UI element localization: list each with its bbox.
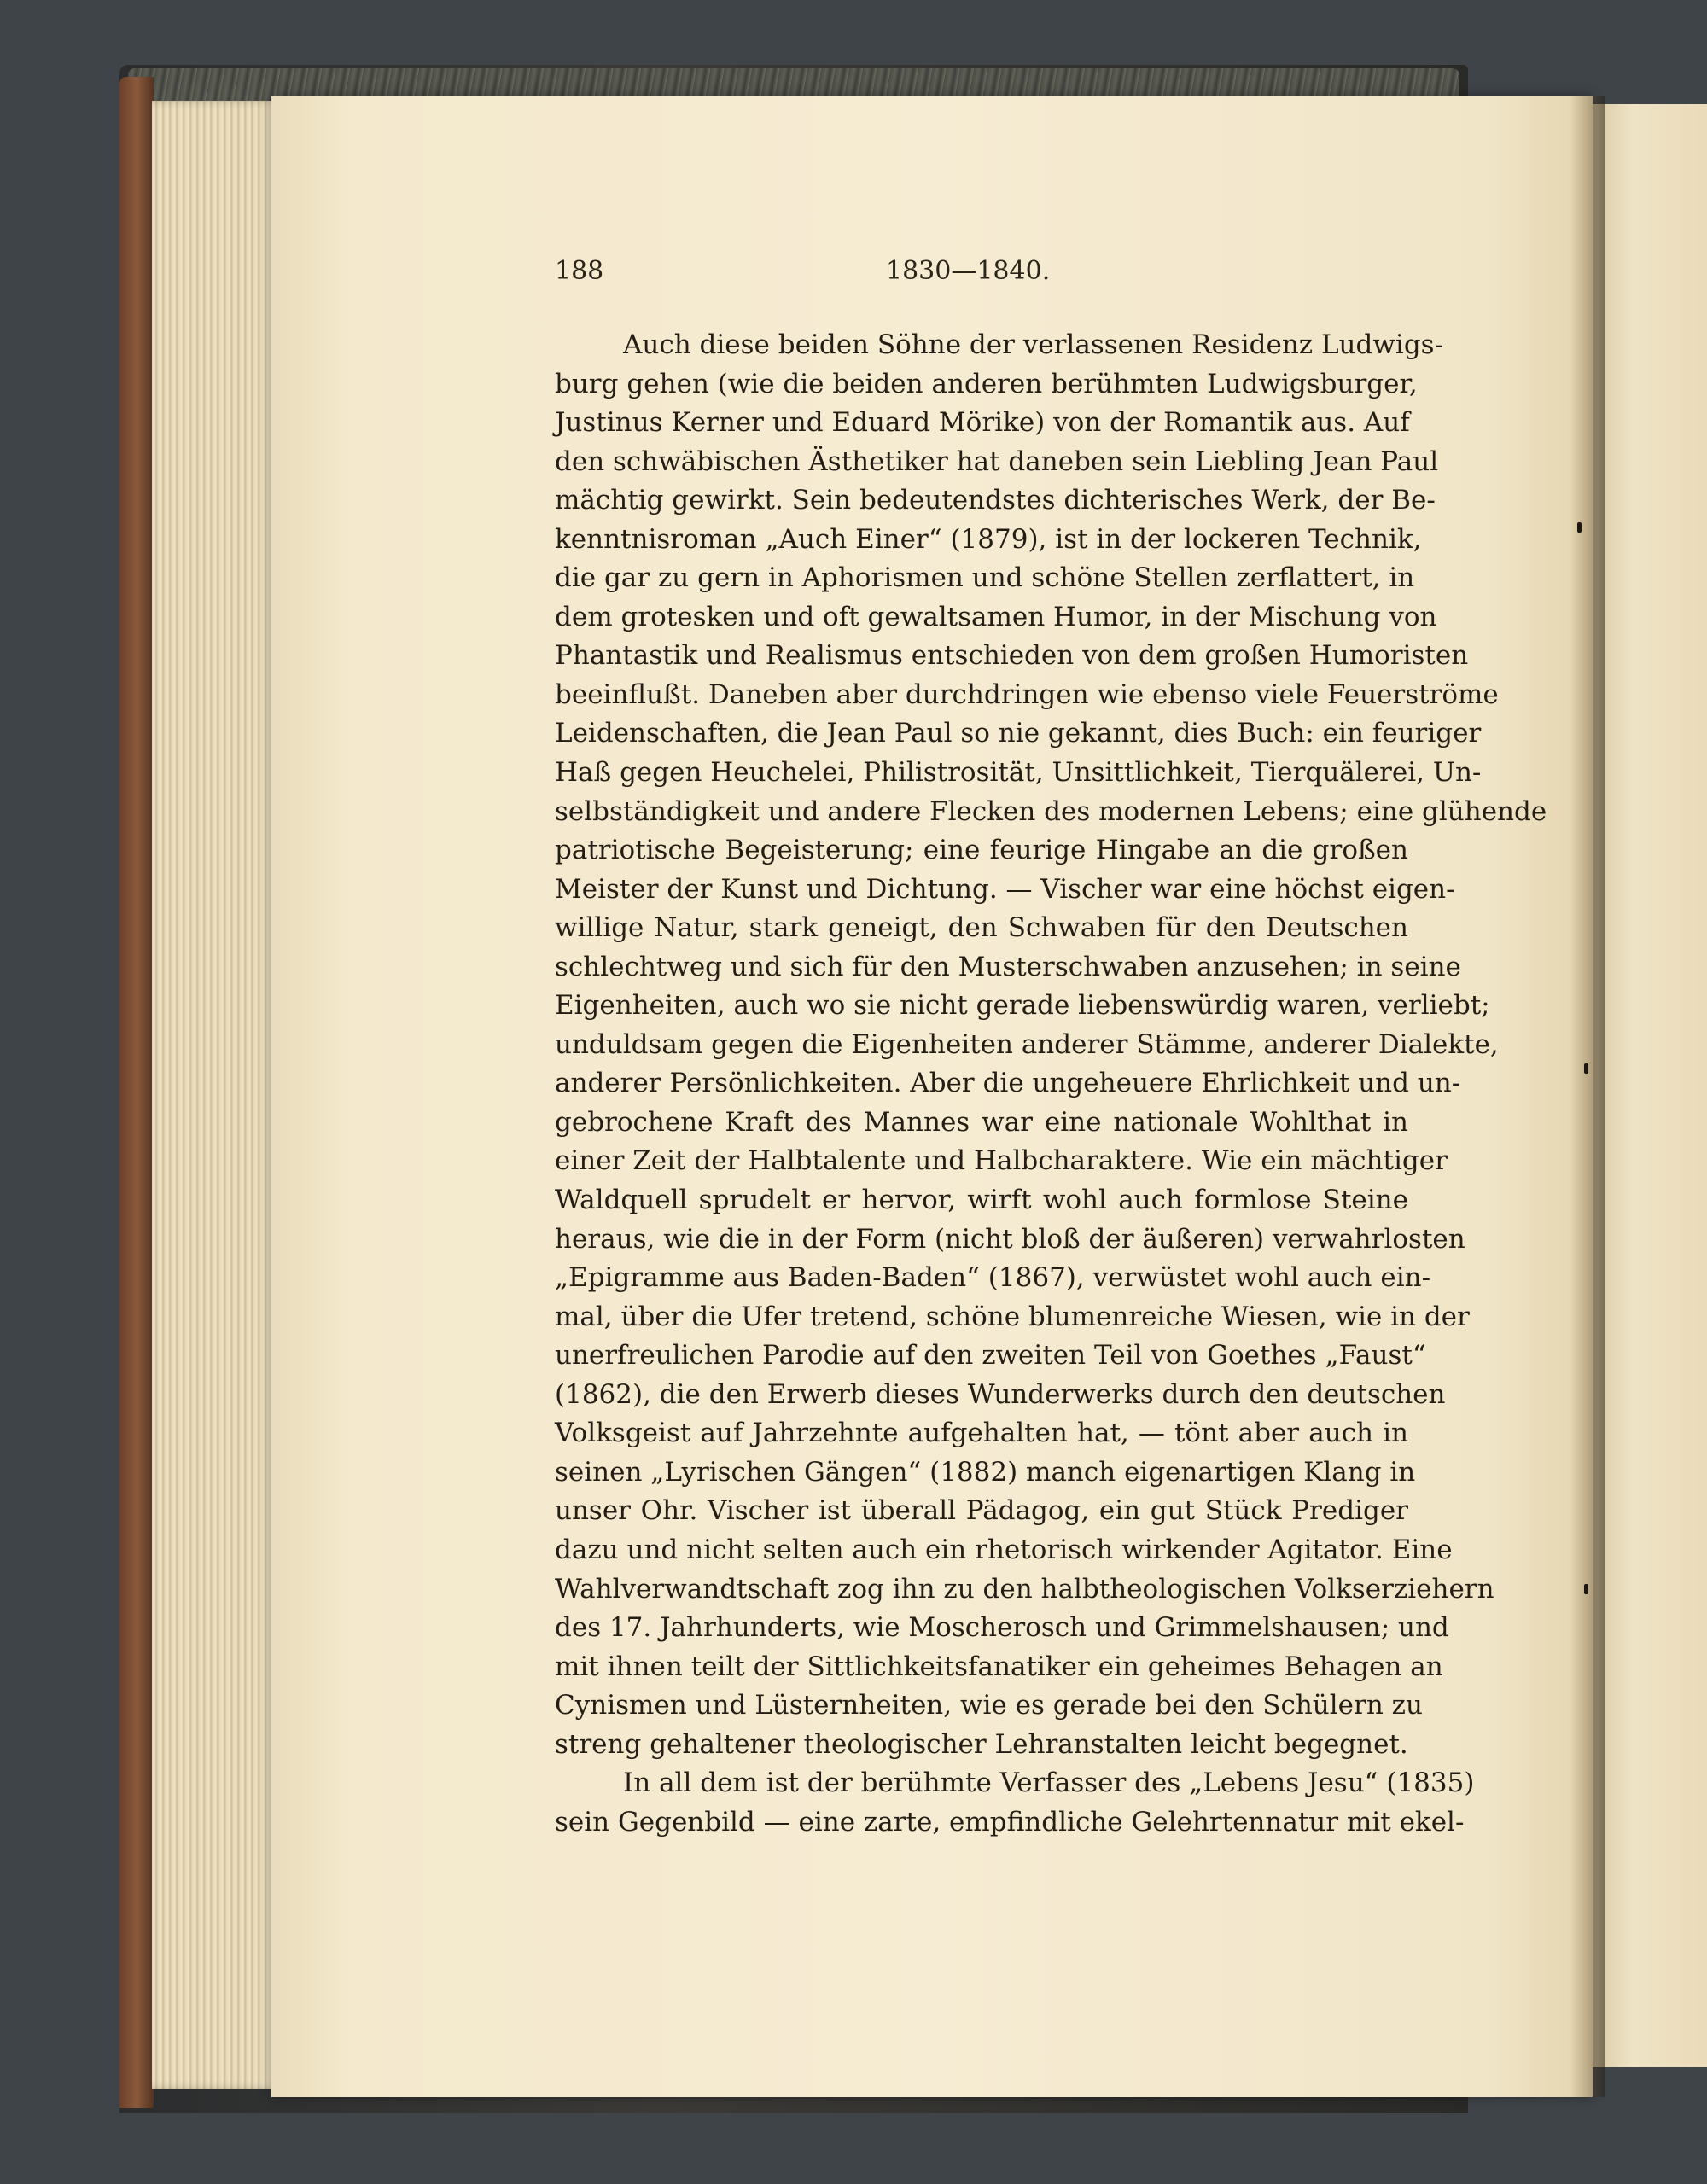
text-line: Phantastik und Realismus entschieden von dem großen Humoristen: [555, 640, 1469, 672]
text-line: burg gehen (wie die beiden anderen berühmten Ludwigsburger,: [555, 368, 1418, 399]
text-line: schlechtweg und sich für den Musterschwaben anzusehen; in seine: [555, 951, 1461, 982]
text-line: Justinus Kerner und Eduard Mörike) von der Romantik aus. Auf: [555, 407, 1410, 439]
text-line: heraus, wie die in der Form (nicht bloß der äußeren) verwahrlosten: [555, 1223, 1465, 1255]
text-line: Auch diese beiden Söhne der verlassenen Residenz Ludwigs-: [623, 329, 1444, 360]
text-line: gebrochene Kraft des Mannes war eine nationale Wohlthat in: [555, 1106, 1408, 1138]
text-line: dazu und nicht selten auch ein rhetorisch wirkender Agitator. Eine: [555, 1534, 1453, 1565]
text-line: seinen „Lyrischen Gängen“ (1882) manch eigenartigen Klang in: [555, 1456, 1416, 1488]
ink-speck: [1584, 1584, 1588, 1594]
text-line: dem grotesken und oft gewaltsamen Humor, in der Mischung von: [555, 601, 1437, 632]
text-line: Volksgeist auf Jahrzehnte aufgehalten hat, — tönt aber auch in: [555, 1418, 1408, 1449]
text-line: patriotische Begeisterung; eine feurige Hingabe an die großen: [555, 835, 1408, 866]
text-line: (1862), die den Erwerb dieses Wunderwerks durch den deutschen: [555, 1378, 1446, 1410]
page-header: [555, 256, 1442, 299]
text-line: willige Natur, stark geneigt, den Schwaben für den Deutschen: [555, 912, 1408, 944]
text-line: streng gehaltener theologischer Lehranstalten leicht begegnet.: [555, 1728, 1408, 1760]
text-line: den schwäbischen Ästhetiker hat daneben sein Liebling Jean Paul: [555, 446, 1439, 477]
running-head: 1830—1840.: [886, 256, 1051, 286]
page-number: 188: [555, 256, 604, 286]
text-line: kenntnisroman „Auch Einer“ (1879), ist in der lockeren Technik,: [555, 523, 1422, 555]
text-line: Leidenschaften, die Jean Paul so nie gekannt, dies Buch: ein feuriger: [555, 718, 1482, 749]
text-line: mal, über die Ufer tretend, schöne blumenreiche Wiesen, wie in der: [555, 1301, 1470, 1332]
text-line: beeinflußt. Daneben aber durchdringen wie ebenso viele Feuerströme: [555, 678, 1499, 710]
facing-page-edge: [1593, 104, 1707, 2067]
ink-speck: [1584, 1063, 1588, 1074]
text-line: In all dem ist der berühmte Verfasser des „Lebens Jesu“ (1835): [623, 1768, 1475, 1799]
text-line: die gar zu gern in Aphorismen und schöne Stellen zerflattert, in: [555, 562, 1415, 594]
text-line: „Epigramme aus Baden-Baden“ (1867), verwüstet wohl auch ein-: [555, 1262, 1431, 1294]
body-text: [555, 326, 1547, 1842]
text-line: des 17. Jahrhunderts, wie Moscherosch und Grimmelshausen; und: [555, 1612, 1449, 1644]
text-line: mächtig gewirkt. Sein bedeutendstes dichterisches Werk, der Be-: [555, 485, 1436, 516]
text-line: Eigenheiten, auch wo sie nicht gerade liebenswürdig waren, verliebt;: [555, 990, 1490, 1022]
page-stack-edge: [152, 101, 280, 2089]
text-line: einer Zeit der Halbtalente und Halbcharaktere. Wie ein mächtiger: [555, 1145, 1448, 1177]
text-line: selbständigkeit und andere Flecken des modernen Lebens; eine glühende: [555, 795, 1547, 827]
text-line: anderer Persönlichkeiten. Aber die ungeheuere Ehrlichkeit und un-: [555, 1068, 1461, 1099]
text-line: mit ihnen teilt der Sittlichkeitsfanatiker ein geheimes Behagen an: [555, 1651, 1443, 1682]
text-line: unduldsam gegen die Eigenheiten anderer Stämme, anderer Dialekte,: [555, 1028, 1499, 1060]
text-line: Haß gegen Heuchelei, Philistrosität, Unsittlichkeit, Tierquälerei, Un-: [555, 757, 1482, 789]
text-line: Wahlverwandtschaft zog ihn zu den halbtheologischen Volkserziehern: [555, 1573, 1494, 1605]
ink-speck: [1577, 522, 1582, 533]
text-line: Cynismen und Lüsternheiten, wie es gerade bei den Schülern zu: [555, 1690, 1423, 1721]
text-line: unser Ohr. Vischer ist überall Pädagog, ein gut Stück Prediger: [555, 1495, 1408, 1527]
text-line: Waldquell sprudelt er hervor, wirft wohl auch formlose Steine: [555, 1185, 1408, 1216]
text-line: Meister der Kunst und Dichtung. — Vischer war eine höchst eigen-: [555, 873, 1455, 905]
text-line: unerfreulichen Parodie auf den zweiten Teil von Goethes „Faust“: [555, 1340, 1426, 1372]
text-line: sein Gegenbild — eine zarte, empfindliche Gelehrtennatur mit ekel-: [555, 1806, 1465, 1837]
gutter-shadow: [1570, 96, 1605, 2097]
book-corner-leather: [119, 77, 154, 2108]
